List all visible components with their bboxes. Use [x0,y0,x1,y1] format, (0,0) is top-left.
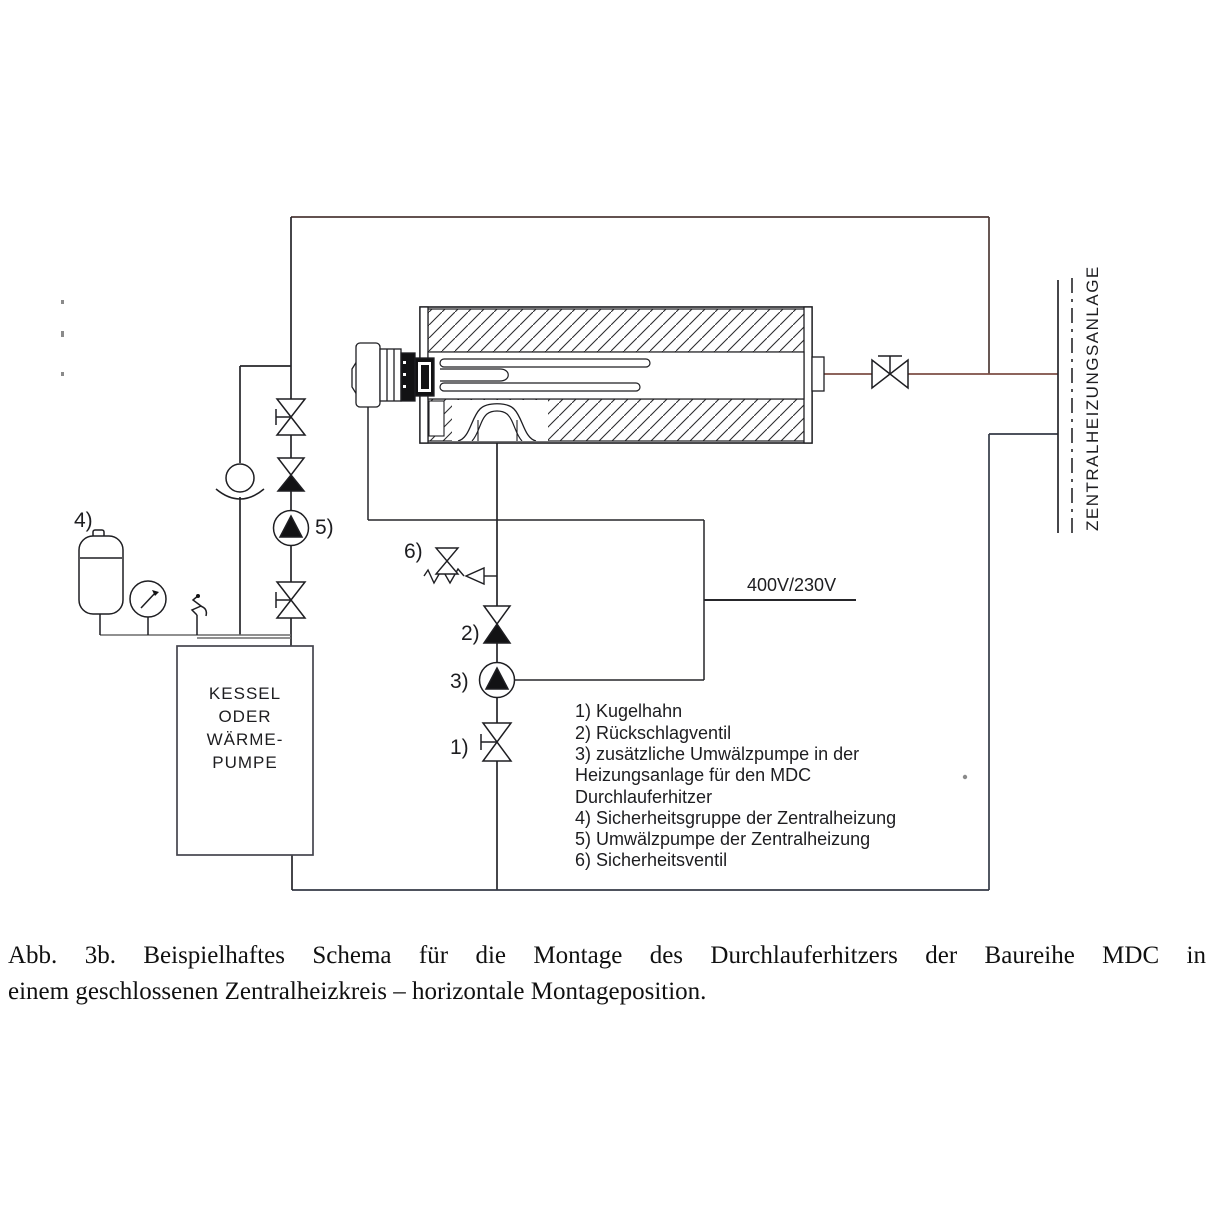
element-rod [440,359,650,367]
legend-line: 4) Sicherheitsgruppe der Zentralheizung [575,808,897,828]
ball-valve-icon [276,399,305,435]
boiler-label-4: PUMPE [212,753,278,772]
legend [575,701,896,870]
boiler-label-2: ODER [218,707,272,726]
legend-line: 2) Rückschlagventil [575,723,732,743]
boiler-box [177,646,313,855]
caption-line-1: Abb. 3b. Beispielhaftes Schema für die Montage des Durchlauferhitzers der Baureihe MDC in [8,942,1206,969]
heater-outlet-fitting [812,357,824,391]
additional-pump-icon [480,663,515,698]
legend-line: Heizungsanlage für den MDC [575,765,812,785]
label-pos1: 1) [450,736,469,759]
boiler-outline [177,646,313,855]
central-heating-label: ZENTRALHEIZUNGSANLAGE [1083,265,1102,531]
drain-funnel-icon [216,464,264,499]
power-supply-label: 400V/230V [747,575,837,595]
caption-line-2: einem geschlossenen Zentralheizkreis – horizontale Montageposition. [8,977,707,1005]
check-valve-icon [278,458,304,491]
electrical-wiring [368,406,856,680]
check-valve-icon [484,606,510,643]
pressure-gauge-icon [130,581,166,635]
plug-contact-dot [403,361,406,364]
plug-connector-core [421,365,429,389]
boiler-label-3: WÄRME- [206,730,284,749]
heater-right-flange [804,307,812,443]
central-heating-boundary [1058,265,1102,535]
expansion-vessel-icon [79,530,123,635]
figure-caption [8,938,1206,1009]
air-vent-icon [192,594,206,635]
supply-ball-valve-icon [872,356,908,388]
durchlauferhitzer [352,307,824,443]
safety-valve-6 [424,548,497,584]
legend-line: 6) Sicherheitsventil [575,850,728,870]
label-pos3: 3) [450,670,469,693]
plug-cap [356,343,380,407]
element-rod [440,383,640,391]
ball-valve-icon [276,582,305,618]
legend-line: 1) Kugelhahn [575,701,683,721]
label-pos4: 4) [74,509,93,532]
ball-valve-icon [481,723,511,761]
legend-line: 3) zusätzliche Umwälzpumpe in der [575,744,860,764]
plug-contact-dot [403,373,406,376]
safety-group [79,530,291,638]
legend-line: Durchlauferhitzer [575,787,713,807]
plug-contact-dot [403,385,406,388]
label-pos2: 2) [461,622,480,645]
label-pos6: 6) [404,540,423,563]
heater-insulation-top [428,309,806,352]
insulation-slot [429,401,444,436]
plug-black-band [401,353,415,401]
boiler-label-1: KESSEL [208,684,282,703]
legend-line: 5) Umwälzpumpe der Zentralheizung [575,829,871,849]
label-pos5: 5) [315,516,334,539]
plug-collar [380,349,401,401]
circulation-pump-icon [274,511,309,546]
